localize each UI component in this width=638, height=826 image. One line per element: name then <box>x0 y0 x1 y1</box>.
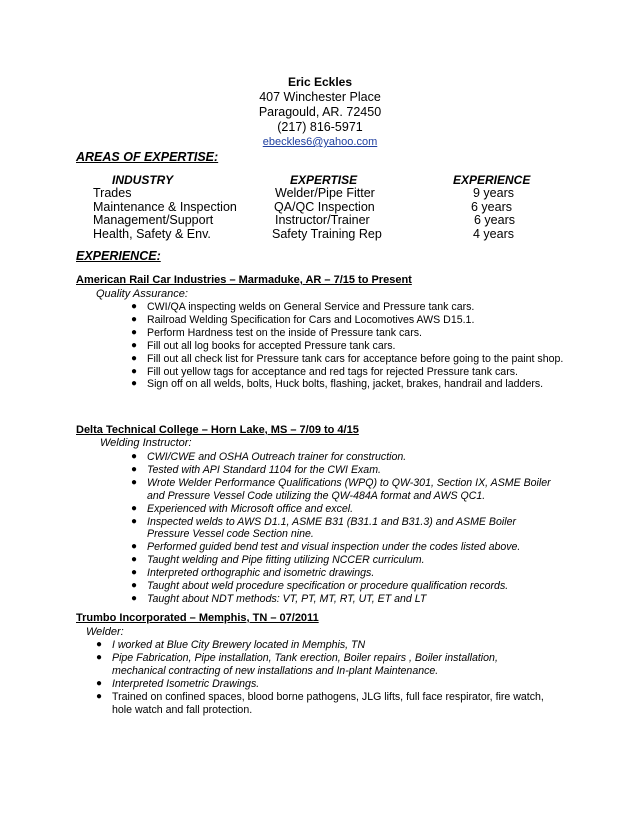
job-heading: Delta Technical College – Horn Lake, MS – 7/09 to 4/15 <box>76 424 359 436</box>
list-item: ● Interpreted Isometric Drawings. <box>96 677 260 690</box>
job-heading: Trumbo Incorporated – Memphis, TN – 07/2011 <box>76 612 319 624</box>
job-bullet-list <box>96 639 546 716</box>
list-item: ● Fill out all check list for Pressure tank cars for acceptance before going to the paint shop. <box>131 352 564 365</box>
bullet-icon: ● <box>131 365 138 377</box>
bullet-icon: ● <box>131 592 138 604</box>
bullet-icon: ● <box>131 580 138 592</box>
list-item: ● Sign off on all welds, bolts, Huck bolts, flashing, jacket, brakes, handrail and ladders. <box>131 378 544 391</box>
list-item: ● Experienced with Microsoft office and excel. <box>131 502 354 515</box>
bullet-icon: ● <box>131 476 138 488</box>
bullet-icon: ● <box>131 515 138 527</box>
job-bullet-list <box>131 451 561 606</box>
bullet-icon: ● <box>131 326 138 338</box>
job-role: Welding Instructor: <box>100 437 192 449</box>
industry-cell: Maintenance & Inspection <box>93 200 237 214</box>
areas-of-expertise-title: AREAS OF EXPERTISE: <box>76 150 219 164</box>
bullet-icon: ● <box>131 451 138 462</box>
bullet-icon: ● <box>131 313 138 325</box>
list-item: ● Trained on confined spaces, blood borne pathogens, JLG lifts, full face respirator, fire watch, hole watch and fall protection. <box>96 690 544 716</box>
list-item: ● CWI/QA inspecting welds on General Service and Pressure tank cars. <box>131 301 475 313</box>
list-item: ● Wrote Welder Performance Qualifications (WPQ) to QW-301, Section IX, ASME Boiler and Pressure Vessel Code utilizing the QW-484A format and AWS QC1. <box>131 476 551 502</box>
bullet-icon: ● <box>96 677 103 689</box>
experience-cell: 4 years <box>473 227 514 241</box>
list-item: ● Taught about weld procedure specification or procedure qualification records. <box>131 580 509 593</box>
bullet-icon: ● <box>131 301 138 312</box>
list-item: ● CWI/CWE and OSHA Outreach trainer for construction. <box>131 451 407 463</box>
experience-cell: 9 years <box>473 186 514 200</box>
list-item: ● Interpreted orthographic and isometric drawings. <box>131 567 375 580</box>
job-heading: American Rail Car Industries – Marmaduke, AR – 7/15 to Present <box>76 274 412 286</box>
list-item: ● Taught about NDT methods: VT, PT, MT, RT, UT, ET and LT <box>131 592 427 605</box>
col-header-industry: INDUSTRY <box>112 173 174 187</box>
industry-cell: Trades <box>93 186 132 200</box>
col-header-expertise: EXPERTISE <box>290 173 358 187</box>
contact-header <box>220 74 420 150</box>
list-item: ● Taught welding and Pipe fitting utilizing NCCER curriculum. <box>131 554 425 567</box>
list-item: ● Fill out all log books for accepted Pressure tank cars. <box>131 339 396 352</box>
expertise-cell: Instructor/Trainer <box>275 213 370 227</box>
bullet-icon: ● <box>131 554 138 566</box>
list-item: ● Fill out yellow tags for acceptance and red tags for rejected Pressure tank cars. <box>131 365 518 378</box>
expertise-cell: Welder/Pipe Fitter <box>275 186 375 200</box>
list-item: ● I worked at Blue City Brewery located in Memphis, TN <box>96 639 366 651</box>
experience-title: EXPERIENCE: <box>76 249 161 263</box>
bullet-icon: ● <box>131 352 138 364</box>
bullet-icon: ● <box>96 639 103 650</box>
bullet-icon: ● <box>96 651 103 663</box>
address-line-1: 407 Winchester Place <box>259 90 381 104</box>
expertise-cell: Safety Training Rep <box>272 227 382 241</box>
bullet-icon: ● <box>131 339 138 351</box>
job-role: Quality Assurance: <box>96 288 188 300</box>
list-item: ● Inspected welds to AWS D1.1, ASME B31 (B31.1 and B31.3) and ASME Boiler Pressure Vessel code Section nine. <box>131 515 517 541</box>
industry-cell: Management/Support <box>93 213 214 227</box>
list-item: ● Performed guided bend test and visual inspection under the codes listed above. <box>131 541 521 554</box>
bullet-icon: ● <box>131 463 138 475</box>
experience-cell: 6 years <box>471 200 512 214</box>
bullet-icon: ● <box>96 690 103 702</box>
industry-cell: Health, Safety & Env. <box>93 227 211 241</box>
bullet-icon: ● <box>131 378 138 390</box>
job-bullet-list <box>131 301 571 391</box>
expertise-cell: QA/QC Inspection <box>274 200 375 214</box>
phone-number: (217) 816-5971 <box>277 120 363 134</box>
candidate-name: Eric Eckles <box>287 75 353 89</box>
list-item: ● Tested with API Standard 1104 for the CWI Exam. <box>131 463 381 476</box>
bullet-icon: ● <box>131 541 138 553</box>
experience-cell: 6 years <box>474 213 515 227</box>
list-item: ● Pipe Fabrication, Pipe installation, Tank erection, Boiler repairs , Boiler installation, mechanical contracting of new installations and In-plant Maintenance. <box>96 651 498 677</box>
list-item: ● Railroad Welding Specification for Cars and Locomotives AWS D15.1. <box>131 313 475 326</box>
email-link[interactable]: ebeckles6@yahoo.com <box>262 136 378 148</box>
bullet-icon: ● <box>131 502 138 514</box>
job-role: Welder: <box>86 626 124 638</box>
col-header-experience: EXPERIENCE <box>453 173 531 187</box>
address-line-2: Paragould, AR. 72450 <box>258 105 382 119</box>
bullet-icon: ● <box>131 567 138 579</box>
list-item: ● Perform Hardness test on the inside of Pressure tank cars. <box>131 326 422 339</box>
